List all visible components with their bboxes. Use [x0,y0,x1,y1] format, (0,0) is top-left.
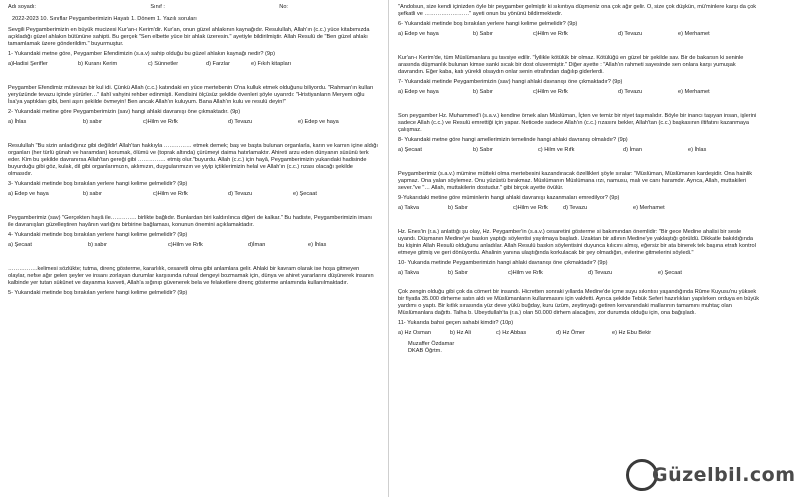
left-column [8,4,378,300]
passage-10: Hz. Enes'in (r.a.) anlattığı şu olay, Hz. Peygamber'in (s.a.v.) cesaretini gösterme si bakımından önemlidir: "Bir gece Medine ahalisi bir sesle uyandı. Düşmanın Medine'ye baskın yaptığı söylentisi yayılmaya başladı. Uzaktan bir atlının Medine'ye yaklaştığı görüldü. Dikkatle bakıldığında bu kişinin Allah Resulü olduğunu anladılar. Allah Resulü baskın söylentisini duyunca kılıcını almış, eğersiz bir ata binerek tek başına etrafı kontrol etmeye gitmiş ve geri dönüyordu. Ahalinin yanına ulaştığında korkulacak bir şey olmadığın, evlerine gitmelerini söyledi." [398,229,756,256]
option-e: e) Fıkıh kitapları [251,61,292,67]
watermark-logo [626,459,796,491]
option-c: c)Hilm ve Rıfk [533,89,568,95]
question-11: 11- Yukarıda bahsi geçen sahabi kimdir? (10p) [398,320,514,326]
option-b: b) Sabır [473,31,493,37]
option-b: b) sabır [83,191,102,197]
option-b: b) sabır [88,242,107,248]
passage-4: Peygamberimiz (sav) "Gerçekten hayâ ile………….. birlikte bağlıdır. Bunlardan biri kaldırılınca diğeri de kalkar." Bu hadiste, Peygamberimizin imanı ile davranışları güzelleştiren hayânın varlığını birbirine bağlaması, konunun önemini açıklamaktadır. [8,215,372,228]
option-e: e) Hz Ebu Bekir [612,330,652,336]
option-c: c) Sünnetler [148,61,179,67]
teacher-title: DKAB Öğrtm. [408,348,442,354]
option-c: c)Hilm ve Rıfk [533,31,568,37]
option-a: a) Şecaat [398,147,422,153]
option-c: c)Hilm ve Rıfk [513,205,548,211]
option-d: d) Farzlar [206,61,230,67]
question-9: 9-Yukarıdaki metine göre müminlerin hangi ahlaki davranışı kazanmaları emredilyor? (9p) [398,195,620,201]
question-6: 6- Yukarıdaki metinde boş bırakılan yerlere hangi kelime gelmelidir? (9p) [398,21,578,27]
student-info-header [8,4,288,11]
class-label: Sınıf : [150,4,165,10]
option-d: d) Tevazu [563,205,588,211]
option-a: a)Hadisi Şerifler [8,61,48,67]
option-b: b) Sabır [448,270,468,276]
question-3-options [8,191,378,198]
question-4: 4- Yukarıdaki metinde boş bırakılan yerlere hangi kelime gelmelidir? (9p) [8,232,188,238]
option-c: c)Hilm ve Rıfk [153,191,188,197]
question-2: 2- Yukarıdaki metine göre Peygamberimizin (sav) hangi ahlaki davranışı öne çıkmaktadır. (9p) [8,109,241,115]
option-c: c)Hilm ve Rıfk [508,270,543,276]
question-4-options [8,242,378,249]
name-label: Adı soyadı: [8,4,36,10]
option-b: b) Kuranı Kerim [78,61,118,67]
passage-8: Son peygamber Hz. Muhammed'i (s.a.v.) kendine örnek alan Müslüman, İçten ve temiz bir niyet taşımalıdır. Böyle bir inancı taşıyan insan, işlerini sadece Allah (c.c.) ve Resulü emrettiği için yapar. Neticede sadece Allah'ın (c.c.) rızasını bekler, Allah'tan (c.c.) başkasının iltifatını kazanmaya çalışmaz. [398,113,757,133]
option-b: b) sabır [83,119,102,125]
question-6-options [398,31,760,38]
option-d: d) Tevazu [228,119,253,125]
question-1-options [8,61,378,68]
option-b: b) Sabır [448,205,468,211]
passage-6: "Andolsun, size kendi içinizden öyle bir peygamber gelmiştir ki sıkıntıya düşmeniz ona çok ağır gelir. O, size çok düşkün, mü'minlere karşı da çok şefkatli ve ……………………" ayeti onun bu yönünü bildirmektedir. [398,4,757,17]
option-d: d) Hz Ömer [556,330,585,336]
teacher-name: Muzaffer Özdamar [408,341,455,347]
intro-text: Sevgili Peygamberimizin en büyük mucizesi Kur'an-ı Kerim'dir. Kur'an, onun güzel ahlakının kaynağıdır. Resulullah, Allah'ın (c.c.) yüce kitabımızda açıkladığı güzel ahlakın bütününe sahipti. Bu gerçek "Sen elbette yüce bir ahlak üzeresin." ayetiyle bildirilmiştir. Allah Resulü de "Ben güzel ahlakı tamamlamak üzere gönderildim." buyurmuştur. [8,27,370,47]
option-a: a) Takva [398,205,420,211]
option-a: a) Şecaat [8,242,32,248]
question-7: 7- Yukarıdaki metinde Peygamberimizin (sav) hangi ahlaki davranışı öne çıkmaktadır? (9p) [398,79,623,85]
watermark-text: Güzelbil.com [652,464,796,486]
question-10-options [398,270,760,277]
option-a: a) Edep ve haya [398,31,439,37]
option-b: b) Sabır [473,89,493,95]
option-b: b) Hz Ali [450,330,471,336]
option-d: d)İman [248,242,266,248]
question-7-options [398,89,760,96]
passage-3: Resulullah "Bu sizin anladığınız gibi değildir! Allah'tan hakkıyla …………… etmek demek; baş ve başta bulunan organlarla, karın ve karnın içine aldığı organları (her türlü günah ve haramdan) korumak, ölümü ve (toprak altında) çürümeyi daima hatırlamaktır. Ahireti arzu eden dünyanın süsünü terk eder. Kim bu şekilde davranırsa Allah'tan gereği gibi …………… etmiş olur."buyurdu. Allah (c.c.) için hayâ, Peygamberimizin yukarıdaki hadisinde buyurduğu gibi göz, kulak, dil gibi organlarımızın, aklımızın, duygularımızın ve yiyip içtiklerimizin helal ve Allah'ın (c.c.) rızası olacağı şekilde olmasıdır. [8,143,378,177]
option-e: e) Edep ve haya [298,119,339,125]
question-3: 3- Yukarıdaki metinde boş bırakılan yerlere hangi kelime gelmelidir? (9p) [8,181,188,187]
option-e: e) İhlas [308,242,327,248]
option-d: d) Tevazu [618,89,643,95]
question-11-options [398,330,760,337]
right-column [398,4,760,355]
option-a: a) Hz Osman [398,330,431,336]
option-a: a) Takva [398,270,420,276]
option-e: e) İhlas [688,147,707,153]
option-a: a) İhlas [8,119,27,125]
question-8: 8- Yukarıdaki metne göre hangi amellerimizin temelinde hangi ahlaki davranış olmalıdır? (9p) [398,137,628,143]
number-label: No: [279,4,288,10]
question-2-options [8,119,378,126]
question-1: 1- Yukarıdaki metne göre, Peygamber Efendimizin (s.a.v) sahip olduğu bu güzel ahlakın kaynağı nedir? (9p) [8,51,275,57]
question-9-options [398,205,760,212]
option-c: c) Hz Abbas [496,330,527,336]
option-d: d) İman [623,147,642,153]
teacher-signature [408,341,760,355]
option-e: e) Merhamet [633,205,665,211]
question-10: 10- Yukarıda metinde Peygamberimizin hangi ahlaki davranışı öne çıkmaktadır? (9p) [398,260,608,266]
question-5: 5- Yukarıdaki metinde boş bırakılan yerlere hangi kelime gelmelidir? (9p) [8,290,188,296]
option-e: e) Şecaat [293,191,317,197]
question-8-options [398,147,760,154]
passage-7: Kur'an-ı Kerim'de, tüm Müslümanlara şu tavsiye edilir. "İyilikle kötülük bir olmaz. Kötülüğü en güzel bir şekilde sav. Bir de bakarsın ki seninle arasında düşmanlık bulunan kimse sanki sıcak bir dost oluvermiştir." Diğer ayette : "Allah'ın rahmeti sayesinde sen onlara karşı yumuşak davrandın. Eğer kaba, katı yürekli olsaydın onlar senin etrafından dağılıp giderlerdi. [398,55,744,75]
option-d: d) Tevazu [228,191,253,197]
option-a: a) Edep ve haya [8,191,49,197]
option-c: c)Hilm ve Rıfk [168,242,203,248]
option-e: e) Şecaat [658,270,682,276]
column-divider [388,0,389,497]
option-e: e) Merhamet [678,31,710,37]
passage-2: Peygamber Efendimiz mütevazı bir kul idi. Çünkü Allah (c.c.) katındaki en yüce mertebenin O'na kulluk etmek olduğunu biliyordu. "Rahman'ın kulları yeryüzünde tevazu içinde yürürler…" ilahî vahyini rehber edinmişti. Kendisini ölçüsüz şekilde övenleri şöyle uyarırdı: "Hristiyanların Meryem oğlu İsa'ya yaptıkları gibi, beni aşırı şekilde övmeyin! Ben ancak Allah'ın kuluyum. Bana Allah'ın kulu ve resulü deyin!" [8,85,374,105]
option-c: c)Hilm ve Rıfk [143,119,178,125]
option-d: d) Tevazu [618,31,643,37]
passage-9: Peygamberimiz (s.a.v.) mümine mütteki olma mertebesini kazandıracak özellikleri şöyle sıralar: "Müslüman, Müslümanın kardeşidir. Ona hainlik yapmaz. Ona yalan söylemez. Onu yüzüstü bırakmaz. Müslümanın Müslümana ırzı, namusu, malı ve canı haramdır. Ayrıca, Allah, muttakileri sever."ve "… Allah, muttakilerin dostudur." gibi birçok ayette övülür. [398,171,753,191]
passage-5: …………….kelimesi sözlükte; tutma, direnç gösterme, kararlılık, cesaretli olma gibi anlamlara gelir. Ahlaki bir kavram olarak ise hoşa gitmeyen olaylar, nefse ağır gelen şeyler ve insanı zorlayan durumlar karşısında ruhsal dengeyi bozmamak için, dünya ve ahiret yararlarını düşünerek insanın kalbinde yer tutan sükûnet ve dayanma kuvveti, Allah'a sığınıp güvenerek bela ve felaketlere direnç gösterme anlamında kullanılmaktadır. [8,266,374,286]
option-d: d) Tevazu [588,270,613,276]
exam-title: 2022-2023 10. Sınıflar Peygamberimizin Hayatı 1. Dönem 1. Yazılı soruları [12,16,197,22]
option-b: b) Sabır [473,147,493,153]
option-e: e) Merhamet [678,89,710,95]
passage-11: Çok zengin olduğu gibi çok da cömert bir insandı. Hicretten sonraki yıllarda Medine'de içme suyu sıkıntısı yaşandığında Rûme Kuyusu'nu yüksek bir fiyatla 35.000 dirheme satın aldı ve Müslümanların kullanmasını için vakfetti. Ayrıca şekilde Tebük Seferi hazırlıkları yapılırken orduya en büyük yardımı o yaptı. Bir kıtlık sırasında yüz deve yükü buğday, kuru üzüm, zeytinyağı getiren kervanındaki mallarının tamamını muhtaç olan Müslümanlara dağıttı. Talha b. Ubeydullah'ta (r.a.) olan 50.000 dirhem alacağını, zor durumda olduğu için, ona bağışladı. [398,289,760,316]
option-a: a) Edep ve haya [398,89,439,95]
option-c: c) Hilm ve Rıfk [538,147,575,153]
